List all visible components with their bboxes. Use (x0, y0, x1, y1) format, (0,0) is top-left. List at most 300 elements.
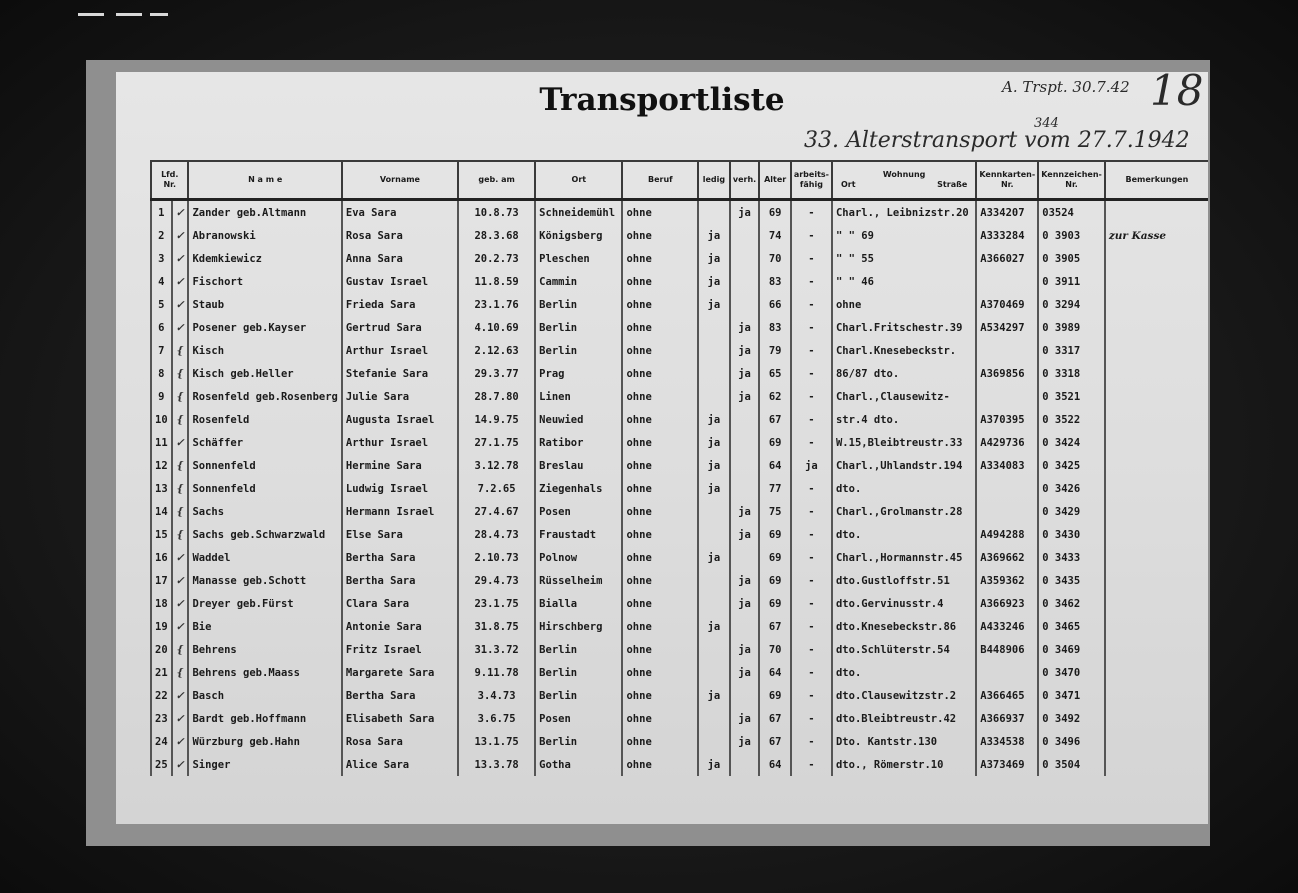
row-verh: ja (730, 362, 760, 385)
table-row (151, 661, 1208, 684)
row-birthplace: Neuwied (535, 408, 622, 431)
row-kennzeichen: 0 3435 (1038, 569, 1105, 592)
row-beruf: ohne (622, 362, 698, 385)
row-kennzeichen: 0 3465 (1038, 615, 1105, 638)
row-check-mark: ✓ (172, 546, 189, 569)
row-ledig: ja (698, 546, 729, 569)
row-check-mark: ✓ (172, 684, 189, 707)
row-ledig: ja (698, 270, 729, 293)
row-birthplace: Ziegenhals (535, 477, 622, 500)
row-name: Rosenfeld geb.Rosenberg (188, 385, 341, 408)
row-kennzeichen: 0 3433 (1038, 546, 1105, 569)
row-wohnung: " " 55 (832, 247, 976, 270)
row-birthplace: Schneidemühl (535, 200, 622, 225)
row-alter: 79 (759, 339, 790, 362)
handwritten-sheet-number: 18 (1150, 66, 1204, 115)
row-birth-date: 23.1.76 (458, 293, 535, 316)
row-verh (730, 546, 760, 569)
row-wohnung: str.4 dto. (832, 408, 976, 431)
table-row (151, 362, 1208, 385)
row-check-mark: ✓ (172, 316, 189, 339)
row-kennzeichen: 0 3522 (1038, 408, 1105, 431)
row-check-mark: ✓ (172, 707, 189, 730)
row-wohnung: dto. (832, 661, 976, 684)
row-vorname: Margarete Sara (342, 661, 458, 684)
row-name: Manasse geb.Schott (188, 569, 341, 592)
row-birthplace: Posen (535, 707, 622, 730)
row-number: 3 (151, 247, 172, 270)
row-kennzeichen: 0 3469 (1038, 638, 1105, 661)
row-vorname: Bertha Sara (342, 546, 458, 569)
row-birth-date: 7.2.65 (458, 477, 535, 500)
row-number: 19 (151, 615, 172, 638)
table-row (151, 224, 1208, 247)
row-kennzeichen: 0 3424 (1038, 431, 1105, 454)
row-alter: 67 (759, 707, 790, 730)
row-name: Staub (188, 293, 341, 316)
table-row (151, 707, 1208, 730)
row-name: Kdemkiewicz (188, 247, 341, 270)
row-verh: ja (730, 638, 760, 661)
row-arbeitsfaehig: ja (791, 454, 832, 477)
row-birthplace: Berlin (535, 730, 622, 753)
row-verh: ja (730, 500, 760, 523)
row-kennkarte: A433246 (976, 615, 1038, 638)
row-kennkarte: A370469 (976, 293, 1038, 316)
row-vorname: Antonie Sara (342, 615, 458, 638)
header-wohnung-strasse: Straße (937, 180, 968, 189)
row-verh (730, 431, 760, 454)
row-birth-date: 31.8.75 (458, 615, 535, 638)
row-beruf: ohne (622, 270, 698, 293)
row-alter: 69 (759, 546, 790, 569)
row-check-mark: { (172, 454, 189, 477)
row-bemerkung (1105, 362, 1208, 385)
row-wohnung: " " 46 (832, 270, 976, 293)
row-verh: ja (730, 592, 760, 615)
row-name: Abranowski (188, 224, 341, 247)
row-bemerkung (1105, 408, 1208, 431)
row-kennzeichen: 0 3504 (1038, 753, 1105, 776)
row-birthplace: Cammin (535, 270, 622, 293)
table-header-row (151, 161, 1208, 200)
header-verh: verh. (730, 161, 760, 200)
row-arbeitsfaehig: - (791, 500, 832, 523)
row-beruf: ohne (622, 408, 698, 431)
table-row (151, 753, 1208, 776)
header-vorname: Vorname (342, 161, 458, 200)
row-ledig (698, 339, 729, 362)
row-check-mark: ✓ (172, 224, 189, 247)
row-kennkarte: A366027 (976, 247, 1038, 270)
row-arbeitsfaehig: - (791, 316, 832, 339)
row-birthplace: Pleschen (535, 247, 622, 270)
header-wohnung (832, 161, 976, 200)
row-birthplace: Gotha (535, 753, 622, 776)
row-kennkarte: A334083 (976, 454, 1038, 477)
row-wohnung: 86/87 dto. (832, 362, 976, 385)
row-number: 17 (151, 569, 172, 592)
row-kennzeichen: 0 3426 (1038, 477, 1105, 500)
row-wohnung: Charl.Fritschestr.39 (832, 316, 976, 339)
row-beruf: ohne (622, 661, 698, 684)
row-alter: 66 (759, 293, 790, 316)
row-verh (730, 684, 760, 707)
row-number: 8 (151, 362, 172, 385)
header-wohnung-sub (835, 180, 973, 190)
row-name: Kisch (188, 339, 341, 362)
row-birthplace: Rüsselheim (535, 569, 622, 592)
table-row (151, 500, 1208, 523)
row-birthplace: Berlin (535, 684, 622, 707)
row-vorname: Julie Sara (342, 385, 458, 408)
row-check-mark: ✓ (172, 615, 189, 638)
row-arbeitsfaehig: - (791, 385, 832, 408)
row-bemerkung (1105, 431, 1208, 454)
row-check-mark: ✓ (172, 592, 189, 615)
row-alter: 65 (759, 362, 790, 385)
row-ledig: ja (698, 684, 729, 707)
row-beruf: ohne (622, 293, 698, 316)
row-birth-date: 23.1.75 (458, 592, 535, 615)
row-ledig (698, 362, 729, 385)
row-check-mark: { (172, 477, 189, 500)
row-kennkarte (976, 385, 1038, 408)
row-bemerkung (1105, 293, 1208, 316)
row-check-mark: ✓ (172, 293, 189, 316)
row-number: 16 (151, 546, 172, 569)
row-kennkarte (976, 661, 1038, 684)
row-arbeitsfaehig: - (791, 730, 832, 753)
row-wohnung: dto.Gustloffstr.51 (832, 569, 976, 592)
row-wohnung: Charl.,Clausewitz- (832, 385, 976, 408)
row-wohnung: dto.Bleibtreustr.42 (832, 707, 976, 730)
row-vorname: Rosa Sara (342, 224, 458, 247)
row-check-mark: ✓ (172, 247, 189, 270)
row-birthplace: Berlin (535, 339, 622, 362)
row-name: Bie (188, 615, 341, 638)
row-kennzeichen: 0 3492 (1038, 707, 1105, 730)
table-row (151, 592, 1208, 615)
row-wohnung: Charl.,Grolmanstr.28 (832, 500, 976, 523)
row-number: 22 (151, 684, 172, 707)
row-number: 12 (151, 454, 172, 477)
row-kennzeichen: 03524 (1038, 200, 1105, 225)
row-verh (730, 224, 760, 247)
row-alter: 77 (759, 477, 790, 500)
row-verh: ja (730, 730, 760, 753)
row-bemerkung (1105, 316, 1208, 339)
row-arbeitsfaehig: - (791, 523, 832, 546)
row-beruf: ohne (622, 224, 698, 247)
row-vorname: Augusta Israel (342, 408, 458, 431)
row-check-mark: { (172, 638, 189, 661)
row-bemerkung (1105, 592, 1208, 615)
row-kennkarte: A334207 (976, 200, 1038, 225)
row-arbeitsfaehig: - (791, 431, 832, 454)
row-birthplace: Prag (535, 362, 622, 385)
row-birth-date: 13.3.78 (458, 753, 535, 776)
row-kennzeichen: 0 3430 (1038, 523, 1105, 546)
row-vorname: Anna Sara (342, 247, 458, 270)
table-row (151, 454, 1208, 477)
row-arbeitsfaehig: - (791, 293, 832, 316)
row-bemerkung (1105, 730, 1208, 753)
handwritten-transport-line: 33. Alterstransport vom 27.7.1942 (804, 128, 1190, 153)
row-kennzeichen: 0 3521 (1038, 385, 1105, 408)
row-beruf: ohne (622, 339, 698, 362)
row-beruf: ohne (622, 500, 698, 523)
document-title: Transportliste (539, 82, 785, 118)
row-kennzeichen: 0 3470 (1038, 661, 1105, 684)
row-ledig: ja (698, 454, 729, 477)
transport-table (150, 160, 1208, 776)
row-kennkarte: A334538 (976, 730, 1038, 753)
row-name: Schäffer (188, 431, 341, 454)
row-beruf: ohne (622, 684, 698, 707)
row-arbeitsfaehig: - (791, 546, 832, 569)
row-check-mark: ✓ (172, 753, 189, 776)
document-sheet (116, 66, 1208, 824)
row-birth-date: 29.4.73 (458, 569, 535, 592)
row-kennzeichen: 0 3496 (1038, 730, 1105, 753)
row-kennzeichen: 0 3429 (1038, 500, 1105, 523)
row-ledig: ja (698, 477, 729, 500)
table-row (151, 200, 1208, 225)
table-row (151, 431, 1208, 454)
row-bemerkung (1105, 615, 1208, 638)
header-ledig: ledig (698, 161, 729, 200)
row-name: Behrens (188, 638, 341, 661)
header-arbeitsfaehig: arbeits- fähig (791, 161, 832, 200)
row-birth-date: 3.6.75 (458, 707, 535, 730)
header-nr: Lfd. Nr. (151, 161, 188, 200)
row-ledig (698, 385, 729, 408)
row-name: Singer (188, 753, 341, 776)
row-birth-date: 2.10.73 (458, 546, 535, 569)
table-row (151, 339, 1208, 362)
row-verh (730, 293, 760, 316)
row-check-mark: { (172, 523, 189, 546)
row-check-mark: { (172, 339, 189, 362)
row-beruf: ohne (622, 523, 698, 546)
row-ledig: ja (698, 247, 729, 270)
row-arbeitsfaehig: - (791, 753, 832, 776)
row-birth-date: 3.4.73 (458, 684, 535, 707)
row-kennkarte: A366465 (976, 684, 1038, 707)
row-arbeitsfaehig: - (791, 684, 832, 707)
row-verh: ja (730, 661, 760, 684)
row-arbeitsfaehig: - (791, 408, 832, 431)
row-verh (730, 247, 760, 270)
row-number: 25 (151, 753, 172, 776)
row-verh (730, 270, 760, 293)
row-alter: 70 (759, 247, 790, 270)
row-birthplace: Berlin (535, 316, 622, 339)
row-kennzeichen: 0 3294 (1038, 293, 1105, 316)
row-kennzeichen: 0 3318 (1038, 362, 1105, 385)
row-number: 4 (151, 270, 172, 293)
row-ledig: ja (698, 293, 729, 316)
row-check-mark: { (172, 661, 189, 684)
row-wohnung: Dto. Kantstr.130 (832, 730, 976, 753)
handwritten-page-number: 344 (1034, 116, 1059, 131)
row-kennkarte: A534297 (976, 316, 1038, 339)
table-row (151, 247, 1208, 270)
row-wohnung: dto. (832, 477, 976, 500)
row-wohnung: dto. (832, 523, 976, 546)
row-arbeitsfaehig: - (791, 638, 832, 661)
row-birth-date: 13.1.75 (458, 730, 535, 753)
row-number: 6 (151, 316, 172, 339)
header-beruf: Beruf (622, 161, 698, 200)
row-alter: 67 (759, 408, 790, 431)
row-birthplace: Linen (535, 385, 622, 408)
row-birthplace: Königsberg (535, 224, 622, 247)
table-row (151, 638, 1208, 661)
row-kennzeichen: 0 3317 (1038, 339, 1105, 362)
row-beruf: ohne (622, 477, 698, 500)
row-name: Behrens geb.Maass (188, 661, 341, 684)
table-row (151, 477, 1208, 500)
row-check-mark: ✓ (172, 200, 189, 225)
row-ledig (698, 500, 729, 523)
row-beruf: ohne (622, 316, 698, 339)
row-wohnung: Charl.,Hormannstr.45 (832, 546, 976, 569)
row-kennkarte: A366937 (976, 707, 1038, 730)
row-verh: ja (730, 569, 760, 592)
row-birth-date: 9.11.78 (458, 661, 535, 684)
row-vorname: Else Sara (342, 523, 458, 546)
row-kennkarte: A373469 (976, 753, 1038, 776)
row-number: 7 (151, 339, 172, 362)
row-alter: 64 (759, 661, 790, 684)
row-vorname: Bertha Sara (342, 569, 458, 592)
row-birthplace: Posen (535, 500, 622, 523)
table-row (151, 615, 1208, 638)
row-vorname: Clara Sara (342, 592, 458, 615)
row-birth-date: 20.2.73 (458, 247, 535, 270)
row-alter: 69 (759, 684, 790, 707)
row-wohnung: Charl.,Uhlandstr.194 (832, 454, 976, 477)
row-bemerkung (1105, 454, 1208, 477)
table-row (151, 569, 1208, 592)
row-alter: 69 (759, 592, 790, 615)
row-arbeitsfaehig: - (791, 200, 832, 225)
header-name: N a m e (188, 161, 341, 200)
film-edge-mark (116, 13, 142, 16)
row-check-mark: ✓ (172, 431, 189, 454)
row-arbeitsfaehig: - (791, 615, 832, 638)
table-row (151, 270, 1208, 293)
row-ledig (698, 316, 729, 339)
row-vorname: Gustav Israel (342, 270, 458, 293)
row-arbeitsfaehig: - (791, 362, 832, 385)
row-kennkarte: A370395 (976, 408, 1038, 431)
row-name: Sonnenfeld (188, 454, 341, 477)
header-bemerkungen: Bemerkungen (1105, 161, 1208, 200)
row-check-mark: ✓ (172, 569, 189, 592)
table-row (151, 730, 1208, 753)
row-name: Posener geb.Kayser (188, 316, 341, 339)
header-alter: Alter (759, 161, 790, 200)
table-row (151, 316, 1208, 339)
row-number: 21 (151, 661, 172, 684)
row-alter: 62 (759, 385, 790, 408)
row-alter: 69 (759, 523, 790, 546)
film-edge-mark (150, 13, 168, 16)
row-number: 20 (151, 638, 172, 661)
row-check-mark: ✓ (172, 270, 189, 293)
header-wohnung-label: Wohnung (882, 170, 926, 179)
row-bemerkung (1105, 661, 1208, 684)
row-vorname: Elisabeth Sara (342, 707, 458, 730)
row-name: Würzburg geb.Hahn (188, 730, 341, 753)
row-kennkarte: A369662 (976, 546, 1038, 569)
row-vorname: Hermann Israel (342, 500, 458, 523)
row-wohnung: Charl., Leibnizstr.20 (832, 200, 976, 225)
row-birthplace: Berlin (535, 638, 622, 661)
row-birth-date: 14.9.75 (458, 408, 535, 431)
row-ledig (698, 592, 729, 615)
row-birth-date: 10.8.73 (458, 200, 535, 225)
row-beruf: ohne (622, 707, 698, 730)
row-alter: 69 (759, 569, 790, 592)
row-check-mark: { (172, 408, 189, 431)
row-vorname: Gertrud Sara (342, 316, 458, 339)
row-wohnung: dto., Römerstr.10 (832, 753, 976, 776)
row-wohnung: ohne (832, 293, 976, 316)
row-birth-date: 29.3.77 (458, 362, 535, 385)
row-bemerkung (1105, 270, 1208, 293)
row-beruf: ohne (622, 385, 698, 408)
row-vorname: Fritz Israel (342, 638, 458, 661)
row-alter: 83 (759, 316, 790, 339)
row-bemerkung (1105, 638, 1208, 661)
row-arbeitsfaehig: - (791, 224, 832, 247)
row-birth-date: 27.4.67 (458, 500, 535, 523)
row-arbeitsfaehig: - (791, 569, 832, 592)
row-beruf: ohne (622, 431, 698, 454)
header-ort: Ort (535, 161, 622, 200)
row-ledig: ja (698, 753, 729, 776)
row-number: 1 (151, 200, 172, 225)
row-beruf: ohne (622, 546, 698, 569)
row-wohnung: dto.Schlüterstr.54 (832, 638, 976, 661)
row-verh: ja (730, 707, 760, 730)
row-kennkarte (976, 270, 1038, 293)
row-birthplace: Berlin (535, 293, 622, 316)
row-birthplace: Berlin (535, 661, 622, 684)
row-vorname: Hermine Sara (342, 454, 458, 477)
row-name: Waddel (188, 546, 341, 569)
row-number: 9 (151, 385, 172, 408)
row-wohnung: dto.Gervinusstr.4 (832, 592, 976, 615)
row-name: Bardt geb.Hoffmann (188, 707, 341, 730)
row-alter: 64 (759, 454, 790, 477)
row-beruf: ohne (622, 454, 698, 477)
row-kennzeichen: 0 3462 (1038, 592, 1105, 615)
row-number: 14 (151, 500, 172, 523)
row-kennzeichen: 0 3425 (1038, 454, 1105, 477)
row-arbeitsfaehig: - (791, 592, 832, 615)
row-beruf: ohne (622, 730, 698, 753)
row-vorname: Alice Sara (342, 753, 458, 776)
row-kennkarte: A429736 (976, 431, 1038, 454)
row-wohnung: dto.Clausewitzstr.2 (832, 684, 976, 707)
row-name: Basch (188, 684, 341, 707)
row-beruf: ohne (622, 247, 698, 270)
